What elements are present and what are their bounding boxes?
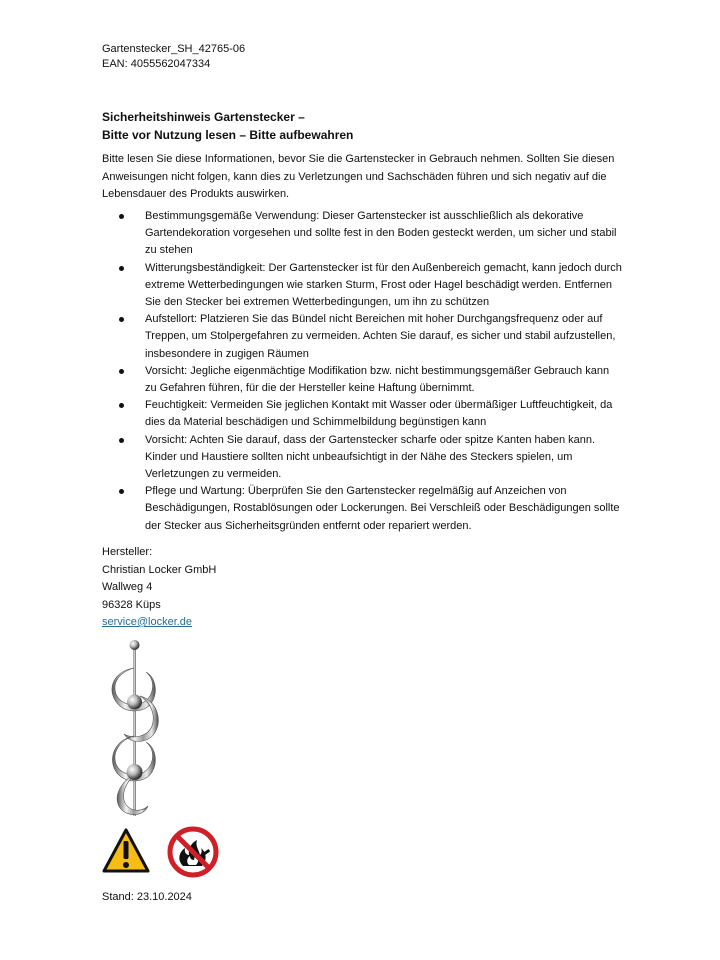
ean-code: EAN: 4055562047334 xyxy=(102,58,211,70)
list-item-text: Pflege und Wartung: Überprüfen Sie den Gartenstecker regelmäßig auf Anzeichen von Beschädigungen, Rostablösungen oder Lockerungen. Bei Verschleiß oder Beschädigungen sollte der Stecker aus Sicherheitsgründen entfernt oder repariert werden. xyxy=(145,485,620,532)
document-title-line1: Sicherheitshinweis Gartenstecker – xyxy=(102,110,305,124)
bullet-icon xyxy=(119,266,124,271)
list-item xyxy=(102,311,622,363)
bullet-icon xyxy=(119,317,124,322)
bullet-icon xyxy=(119,438,124,443)
bullet-icon xyxy=(119,369,124,374)
article-id: Gartenstecker_SH_42765-06 xyxy=(102,43,246,55)
manufacturer-label: Hersteller: xyxy=(102,546,153,558)
revision-date: Stand: 23.10.2024 xyxy=(102,891,192,903)
list-item-text: Feuchtigkeit: Vermeiden Sie jeglichen Kontakt mit Wasser oder übermäßiger Luftfeuchtigkeit, da dies da Material beschädigen und Schimmelbildung begünstigen kann xyxy=(145,399,613,429)
manufacturer-company: Christian Locker GmbH xyxy=(102,563,217,576)
list-item xyxy=(102,483,622,535)
list-item-text: Aufstellort: Platzieren Sie das Bündel nicht Bereichen mit hoher Durchgangsfrequenz oder auf Treppen, um Stolpergefahren zu vermeiden. Achten Sie darauf, es sicher und stabil aufzustellen, insbesondere in zugigen Räumen xyxy=(145,313,616,360)
list-item-text: Witterungsbeständigkeit: Der Gartenstecker ist für den Außenbereich gemacht, kann jedoch durch extreme Wetterbedingungen wie starken Sturm, Frost oder Hagel beschädigt werden. Entfernen Sie den Stecker bei extremen Wetterbedingungen, um ihn zu schützen xyxy=(145,261,622,309)
bullet-icon xyxy=(119,403,124,408)
bullet-icon xyxy=(119,214,124,219)
manufacturer-city: 96328 Küps xyxy=(102,598,161,611)
list-item xyxy=(102,397,622,431)
document-title-line2: Bitte vor Nutzung lesen – Bitte aufbewahren xyxy=(102,128,354,142)
manufacturer-email-link[interactable]: service@locker.de xyxy=(102,616,193,628)
intro-paragraph: Bitte lesen Sie diese Informationen, bevor Sie die Gartenstecker in Gebrauch nehmen. Sollten Sie diesen Anweisungen nicht folgen, kann dies zu Verletzungen und Sachschäden führen und sich negativ auf die Lebensdauer des Produkts auswirken. xyxy=(102,153,615,200)
manufacturer-street: Wallweg 4 xyxy=(102,581,153,593)
garden-stake-image xyxy=(100,636,170,824)
list-item xyxy=(102,208,622,260)
list-item-text: Bestimmungsgemäße Verwendung: Dieser Gartenstecker ist ausschließlich als dekorative Gartendekoration vorgesehen und sollte fest in den Boden gesteckt werden, um sicher und stabil zu stehen xyxy=(145,210,617,257)
list-item xyxy=(102,260,622,312)
manufacturer-block xyxy=(102,544,216,632)
list-item xyxy=(102,432,622,484)
list-item-text: Vorsicht: Achten Sie darauf, dass der Gartenstecker scharfe oder spitze Kanten haben kann. Kinder und Haustiere sollten nicht unbeaufsichtigt in der Nähe des Steckers spielen, um Verletzungen zu vermeiden. xyxy=(145,433,596,481)
list-item-text: Vorsicht: Jegliche eigenmächtige Modifikation bzw. nicht bestimmungsgemäßer Gebrauch kann zu Gefahren führen, für die der Hersteller keine Haftung übernimmt. xyxy=(145,364,610,395)
warning-triangle-icon xyxy=(102,828,150,874)
no-open-fire-icon xyxy=(167,826,219,878)
bullet-icon xyxy=(119,489,124,494)
list-item xyxy=(102,363,622,397)
safety-list xyxy=(102,208,622,535)
